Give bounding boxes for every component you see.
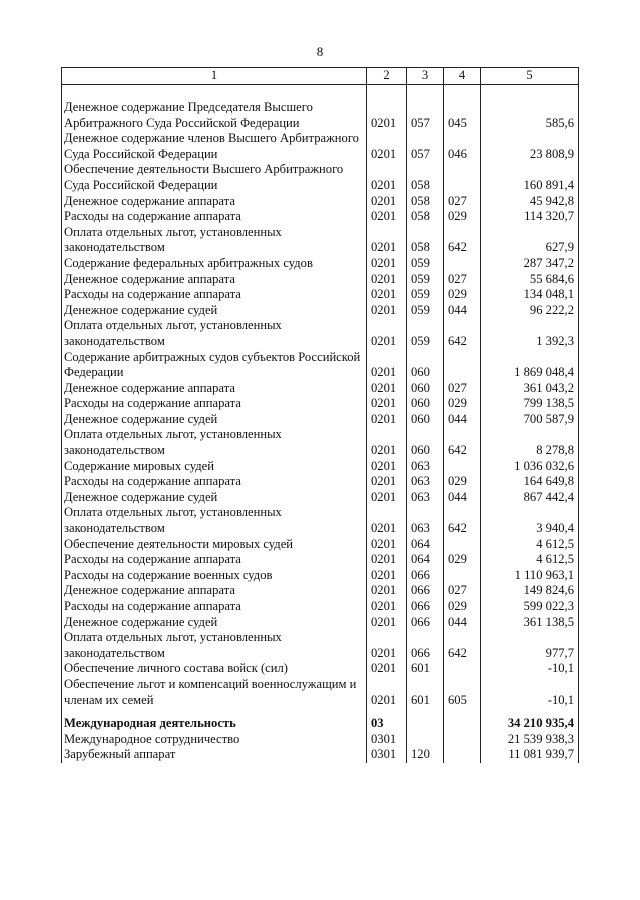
column-header: 4 xyxy=(444,68,481,85)
row-target-code xyxy=(407,732,444,748)
row-name: Международная деятельность xyxy=(62,716,367,732)
row-expense-code: 029 xyxy=(444,396,481,412)
row-expense-code: 044 xyxy=(444,490,481,506)
row-target-code: 063 xyxy=(407,505,444,536)
row-amount: 8 278,8 xyxy=(481,427,579,458)
table-row xyxy=(62,732,579,748)
row-amount: 627,9 xyxy=(481,225,579,256)
row-expense-code xyxy=(444,661,481,677)
row-section-code: 0201 xyxy=(367,350,407,381)
row-section-code: 0201 xyxy=(367,209,407,225)
row-target-code: 058 xyxy=(407,225,444,256)
table-row xyxy=(62,568,579,584)
row-name: Содержание федеральных арбитражных судов xyxy=(62,256,367,272)
row-section-code: 0201 xyxy=(367,459,407,475)
row-name: Содержание арбитражных судов субъектов Российской Федерации xyxy=(62,350,367,381)
row-expense-code: 642 xyxy=(444,427,481,458)
table-row xyxy=(62,599,579,615)
row-name: Денежное содержание аппарата xyxy=(62,583,367,599)
row-expense-code xyxy=(444,747,481,763)
row-amount: 11 081 939,7 xyxy=(481,747,579,763)
table-row xyxy=(62,490,579,506)
row-name: Обеспечение деятельности Высшего Арбитражного Суда Российской Федерации xyxy=(62,162,367,193)
row-expense-code: 029 xyxy=(444,209,481,225)
row-section-code: 0201 xyxy=(367,505,407,536)
row-name: Расходы на содержание аппарата xyxy=(62,209,367,225)
table-row xyxy=(62,162,579,193)
row-expense-code xyxy=(444,716,481,732)
table-row xyxy=(62,552,579,568)
row-target-code: 601 xyxy=(407,677,444,708)
row-target-code: 058 xyxy=(407,194,444,210)
table-row xyxy=(62,318,579,349)
row-name: Оплата отдельных льгот, установленных законодательством xyxy=(62,225,367,256)
row-target-code: 066 xyxy=(407,568,444,584)
row-amount: 34 210 935,4 xyxy=(481,716,579,732)
row-amount: 977,7 xyxy=(481,630,579,661)
row-target-code: 060 xyxy=(407,427,444,458)
row-section-code: 0301 xyxy=(367,732,407,748)
row-amount: 4 612,5 xyxy=(481,537,579,553)
row-expense-code: 045 xyxy=(444,100,481,131)
row-amount: 700 587,9 xyxy=(481,412,579,428)
row-amount: 160 891,4 xyxy=(481,162,579,193)
row-target-code: 058 xyxy=(407,162,444,193)
row-section-code: 03 xyxy=(367,716,407,732)
row-expense-code: 027 xyxy=(444,381,481,397)
row-amount: 114 320,7 xyxy=(481,209,579,225)
row-amount: 149 824,6 xyxy=(481,583,579,599)
row-target-code xyxy=(407,716,444,732)
section-row xyxy=(62,716,579,732)
row-name: Зарубежный аппарат xyxy=(62,747,367,763)
table-row xyxy=(62,505,579,536)
row-expense-code: 605 xyxy=(444,677,481,708)
row-target-code: 059 xyxy=(407,256,444,272)
row-section-code: 0201 xyxy=(367,272,407,288)
spacer-row xyxy=(62,708,579,716)
row-target-code: 066 xyxy=(407,630,444,661)
row-section-code: 0201 xyxy=(367,194,407,210)
row-target-code: 060 xyxy=(407,412,444,428)
row-expense-code xyxy=(444,256,481,272)
row-expense-code: 044 xyxy=(444,303,481,319)
row-expense-code: 044 xyxy=(444,412,481,428)
row-amount: 55 684,6 xyxy=(481,272,579,288)
row-expense-code: 029 xyxy=(444,287,481,303)
row-amount: 45 942,8 xyxy=(481,194,579,210)
table-row xyxy=(62,272,579,288)
row-name: Расходы на содержание аппарата xyxy=(62,396,367,412)
table-row xyxy=(62,100,579,131)
header-row xyxy=(62,68,579,85)
row-target-code: 120 xyxy=(407,747,444,763)
row-target-code: 064 xyxy=(407,552,444,568)
table-row xyxy=(62,350,579,381)
row-amount: 361 138,5 xyxy=(481,615,579,631)
row-amount: 1 110 963,1 xyxy=(481,568,579,584)
row-target-code: 066 xyxy=(407,599,444,615)
row-expense-code: 044 xyxy=(444,615,481,631)
row-amount: 164 649,8 xyxy=(481,474,579,490)
row-expense-code xyxy=(444,350,481,381)
row-name: Денежное содержание членов Высшего Арбитражного Суда Российской Федерации xyxy=(62,131,367,162)
row-amount: 599 022,3 xyxy=(481,599,579,615)
table-row xyxy=(62,381,579,397)
row-amount: 1 869 048,4 xyxy=(481,350,579,381)
table-row xyxy=(62,677,579,708)
row-target-code: 058 xyxy=(407,209,444,225)
row-expense-code xyxy=(444,732,481,748)
row-amount: 134 048,1 xyxy=(481,287,579,303)
table-row xyxy=(62,747,579,763)
row-section-code: 0201 xyxy=(367,661,407,677)
table-row xyxy=(62,209,579,225)
row-expense-code: 642 xyxy=(444,505,481,536)
row-section-code: 0201 xyxy=(367,225,407,256)
row-amount: 361 043,2 xyxy=(481,381,579,397)
row-section-code: 0201 xyxy=(367,427,407,458)
row-target-code: 060 xyxy=(407,381,444,397)
row-section-code: 0201 xyxy=(367,412,407,428)
table-row xyxy=(62,287,579,303)
row-section-code: 0201 xyxy=(367,599,407,615)
table-row xyxy=(62,537,579,553)
row-name: Оплата отдельных льгот, установленных законодательством xyxy=(62,630,367,661)
row-expense-code xyxy=(444,568,481,584)
row-amount: 1 036 032,6 xyxy=(481,459,579,475)
row-expense-code: 642 xyxy=(444,318,481,349)
table-row xyxy=(62,474,579,490)
row-target-code: 063 xyxy=(407,474,444,490)
row-amount: 1 392,3 xyxy=(481,318,579,349)
row-target-code: 601 xyxy=(407,661,444,677)
row-expense-code: 027 xyxy=(444,194,481,210)
row-amount: 799 138,5 xyxy=(481,396,579,412)
table-row xyxy=(62,583,579,599)
row-section-code: 0201 xyxy=(367,396,407,412)
row-target-code: 063 xyxy=(407,490,444,506)
row-section-code: 0201 xyxy=(367,162,407,193)
row-section-code: 0201 xyxy=(367,100,407,131)
row-amount: -10,1 xyxy=(481,677,579,708)
row-target-code: 059 xyxy=(407,303,444,319)
column-header: 3 xyxy=(407,68,444,85)
row-name: Денежное содержание судей xyxy=(62,490,367,506)
row-target-code: 066 xyxy=(407,583,444,599)
table-body xyxy=(62,85,579,763)
row-target-code: 064 xyxy=(407,537,444,553)
row-expense-code: 027 xyxy=(444,272,481,288)
row-name: Денежное содержание судей xyxy=(62,303,367,319)
row-target-code: 059 xyxy=(407,318,444,349)
table-row xyxy=(62,459,579,475)
table-row xyxy=(62,256,579,272)
row-name: Оплата отдельных льгот, установленных законодательством xyxy=(62,318,367,349)
row-section-code: 0201 xyxy=(367,381,407,397)
row-section-code: 0201 xyxy=(367,568,407,584)
row-name: Денежное содержание судей xyxy=(62,615,367,631)
row-section-code: 0201 xyxy=(367,131,407,162)
row-expense-code xyxy=(444,162,481,193)
row-section-code: 0201 xyxy=(367,474,407,490)
column-header: 5 xyxy=(481,68,579,85)
row-section-code: 0201 xyxy=(367,630,407,661)
row-section-code: 0201 xyxy=(367,490,407,506)
row-expense-code: 642 xyxy=(444,630,481,661)
row-expense-code: 046 xyxy=(444,131,481,162)
row-target-code: 059 xyxy=(407,287,444,303)
table-row xyxy=(62,412,579,428)
table-row xyxy=(62,661,579,677)
row-name: Денежное содержание аппарата xyxy=(62,194,367,210)
row-name: Денежное содержание судей xyxy=(62,412,367,428)
row-name: Расходы на содержание аппарата xyxy=(62,474,367,490)
row-name: Денежное содержание аппарата xyxy=(62,272,367,288)
row-name: Денежное содержание аппарата xyxy=(62,381,367,397)
row-name: Денежное содержание Председателя Высшего Арбитражного Суда Российской Федерации xyxy=(62,100,367,131)
table-row xyxy=(62,131,579,162)
row-amount: 96 222,2 xyxy=(481,303,579,319)
row-amount: 867 442,4 xyxy=(481,490,579,506)
table-row xyxy=(62,630,579,661)
row-amount: 23 808,9 xyxy=(481,131,579,162)
row-expense-code: 029 xyxy=(444,552,481,568)
row-amount: -10,1 xyxy=(481,661,579,677)
column-header: 2 xyxy=(367,68,407,85)
table-row xyxy=(62,396,579,412)
spacer-row xyxy=(62,85,579,101)
row-amount: 585,6 xyxy=(481,100,579,131)
table-row xyxy=(62,615,579,631)
row-name: Расходы на содержание аппарата xyxy=(62,599,367,615)
row-section-code: 0201 xyxy=(367,537,407,553)
row-target-code: 066 xyxy=(407,615,444,631)
row-amount: 3 940,4 xyxy=(481,505,579,536)
row-name: Международное сотрудничество xyxy=(62,732,367,748)
row-section-code: 0201 xyxy=(367,552,407,568)
table-row xyxy=(62,225,579,256)
page-number: 8 xyxy=(316,44,324,59)
row-name: Расходы на содержание аппарата xyxy=(62,287,367,303)
row-expense-code xyxy=(444,537,481,553)
budget-table xyxy=(61,67,579,763)
row-section-code: 0201 xyxy=(367,287,407,303)
row-name: Обеспечение деятельности мировых судей xyxy=(62,537,367,553)
row-target-code: 057 xyxy=(407,131,444,162)
row-section-code: 0301 xyxy=(367,747,407,763)
row-target-code: 063 xyxy=(407,459,444,475)
row-name: Оплата отдельных льгот, установленных законодательством xyxy=(62,427,367,458)
row-name: Содержание мировых судей xyxy=(62,459,367,475)
row-section-code: 0201 xyxy=(367,677,407,708)
row-expense-code: 029 xyxy=(444,599,481,615)
row-amount: 21 539 938,3 xyxy=(481,732,579,748)
row-expense-code: 029 xyxy=(444,474,481,490)
row-name: Расходы на содержание военных судов xyxy=(62,568,367,584)
row-name: Обеспечение льгот и компенсаций военнослужащим и членам их семей xyxy=(62,677,367,708)
row-section-code: 0201 xyxy=(367,303,407,319)
row-target-code: 060 xyxy=(407,350,444,381)
row-section-code: 0201 xyxy=(367,318,407,349)
table-row xyxy=(62,427,579,458)
table-row xyxy=(62,194,579,210)
row-target-code: 060 xyxy=(407,396,444,412)
row-expense-code: 027 xyxy=(444,583,481,599)
row-section-code: 0201 xyxy=(367,615,407,631)
row-target-code: 057 xyxy=(407,100,444,131)
column-header: 1 xyxy=(62,68,367,85)
row-name: Оплата отдельных льгот, установленных законодательством xyxy=(62,505,367,536)
row-amount: 287 347,2 xyxy=(481,256,579,272)
table-row xyxy=(62,303,579,319)
row-section-code: 0201 xyxy=(367,256,407,272)
row-expense-code xyxy=(444,459,481,475)
row-section-code: 0201 xyxy=(367,583,407,599)
row-expense-code: 642 xyxy=(444,225,481,256)
row-name: Обеспечение личного состава войск (сил) xyxy=(62,661,367,677)
row-target-code: 059 xyxy=(407,272,444,288)
row-name: Расходы на содержание аппарата xyxy=(62,552,367,568)
row-amount: 4 612,5 xyxy=(481,552,579,568)
